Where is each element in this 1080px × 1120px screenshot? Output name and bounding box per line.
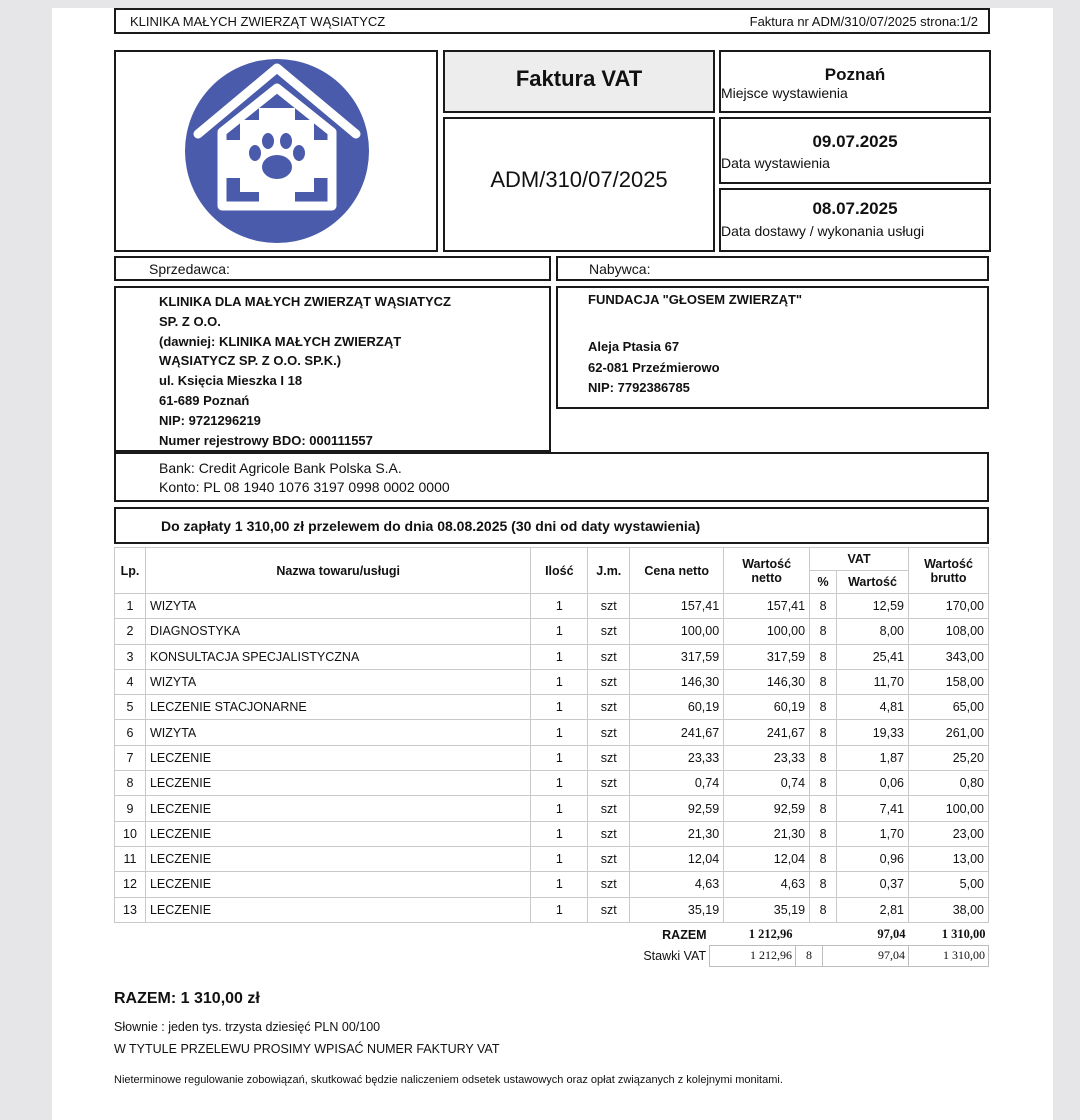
row-gross: 170,00 (909, 594, 989, 619)
row-vat-value: 1,70 (837, 821, 909, 846)
buyer-line: 62-081 Przeźmierowo (588, 359, 720, 375)
razem-net: 1 212,96 (748, 926, 793, 941)
row-vat-pct: 8 (810, 619, 837, 644)
col-unit: J.m. (588, 548, 630, 594)
row-qty: 1 (531, 771, 588, 796)
table-row (115, 771, 989, 796)
row-vat-pct: 8 (810, 897, 837, 922)
row-name: LECZENIE STACJONARNE (145, 695, 530, 720)
row-unit: szt (588, 720, 630, 745)
seller-line: ul. Księcia Mieszka I 18 (159, 373, 303, 389)
bank-name: Bank: Credit Agricole Bank Polska S.A. (159, 460, 402, 476)
row-net: 92,59 (724, 796, 810, 821)
col-name: Nazwa towaru/usługi (145, 548, 530, 594)
row-lp: 6 (115, 720, 146, 745)
row-net: 21,30 (724, 821, 810, 846)
seller-line: (dawniej: KLINIKA MAŁYCH ZWIERZĄT (159, 333, 402, 349)
table-row (115, 695, 989, 720)
transfer-instruction: W TYTULE PRZELEWU PROSIMY WPISAĆ NUMER FAKTURY VAT (114, 1042, 500, 1056)
seller-label-box (114, 256, 551, 281)
row-gross: 261,00 (909, 720, 989, 745)
row-vat-pct: 8 (810, 821, 837, 846)
row-lp: 9 (115, 796, 146, 821)
razem-vat: 97,04 (877, 926, 906, 941)
row-net: 12,04 (724, 846, 810, 871)
row-lp: 12 (115, 872, 146, 897)
row-vat-value: 7,41 (837, 796, 909, 821)
late-payment-note: Nieterminowe regulowanie zobowiązań, skutkować będzie naliczeniem odsetek ustawowych oraz opłat związanych z kolejnymi monitami. (114, 1074, 783, 1086)
row-price: 0,74 (630, 771, 724, 796)
row-unit: szt (588, 821, 630, 846)
row-lp: 1 (115, 594, 146, 619)
table-row (115, 846, 989, 871)
row-vat-value: 2,81 (837, 897, 909, 922)
table-row (115, 594, 989, 619)
vat-rates-vat: 97,04 (823, 945, 909, 966)
bank-details (114, 452, 989, 502)
payment-terms-box (114, 507, 989, 544)
vat-rates-pct: 8 (796, 945, 823, 966)
issue-date-value: 09.07.2025 (812, 132, 898, 151)
row-net: 0,74 (724, 771, 810, 796)
place-box (719, 50, 991, 113)
row-price: 241,67 (630, 720, 724, 745)
bank-account: Konto: PL 08 1940 1076 3197 0998 0002 0000 (159, 479, 450, 495)
row-gross: 13,00 (909, 846, 989, 871)
table-row (115, 669, 989, 694)
col-net: Wartość netto (724, 548, 810, 594)
row-lp: 10 (115, 821, 146, 846)
row-qty: 1 (531, 644, 588, 669)
logo-box (114, 50, 438, 252)
seller-line: NIP: 9721296219 (159, 412, 261, 428)
total-in-words: Słownie : jeden tys. trzysta dziesięć PLN 00/100 (114, 1020, 381, 1034)
col-qty: Ilość (531, 548, 588, 594)
row-qty: 1 (531, 720, 588, 745)
row-vat-value: 0,37 (837, 872, 909, 897)
row-vat-pct: 8 (810, 872, 837, 897)
row-lp: 7 (115, 745, 146, 770)
row-unit: szt (588, 897, 630, 922)
row-price: 12,04 (630, 846, 724, 871)
row-unit: szt (588, 846, 630, 871)
seller-label: Sprzedawca: (149, 261, 230, 277)
col-vat-value: Wartość (837, 571, 909, 594)
header-clinic-name: KLINIKA MAŁYCH ZWIERZĄT WĄSIATYCZ (130, 14, 386, 29)
row-net: 146,30 (724, 669, 810, 694)
row-vat-pct: 8 (810, 669, 837, 694)
buyer-label-box (556, 256, 989, 281)
row-net: 23,33 (724, 745, 810, 770)
issue-date-box (719, 117, 991, 184)
row-price: 317,59 (630, 644, 724, 669)
seller-line: WĄSIATYCZ SP. Z O.O. SP.K.) (159, 353, 342, 369)
seller-line: SP. Z O.O. (159, 313, 221, 329)
summary-table (114, 924, 989, 967)
row-name: LECZENIE (145, 897, 530, 922)
place-value: Poznań (824, 65, 886, 84)
delivery-date-value: 08.07.2025 (812, 199, 898, 218)
row-lp: 13 (115, 897, 146, 922)
table-row (115, 821, 989, 846)
buyer-name: FUNDACJA "GŁOSEM ZWIERZĄT" (588, 292, 803, 307)
table-row (115, 720, 989, 745)
page-header (114, 8, 990, 34)
row-vat-value: 12,59 (837, 594, 909, 619)
row-unit: szt (588, 594, 630, 619)
col-price: Cena netto (630, 548, 724, 594)
row-price: 35,19 (630, 897, 724, 922)
row-gross: 100,00 (909, 796, 989, 821)
buyer-line: NIP: 7792386785 (588, 380, 690, 395)
row-name: WIZYTA (145, 669, 530, 694)
row-gross: 343,00 (909, 644, 989, 669)
row-net: 157,41 (724, 594, 810, 619)
row-lp: 4 (115, 669, 146, 694)
table-row (115, 745, 989, 770)
row-price: 21,30 (630, 821, 724, 846)
row-gross: 158,00 (909, 669, 989, 694)
table-row (115, 644, 989, 669)
row-gross: 23,00 (909, 821, 989, 846)
col-vat: VAT (810, 548, 909, 571)
row-gross: 25,20 (909, 745, 989, 770)
buyer-label: Nabywca: (589, 261, 651, 277)
invoice-number: ADM/310/07/2025 (490, 167, 668, 192)
row-vat-pct: 8 (810, 771, 837, 796)
row-net: 60,19 (724, 695, 810, 720)
seller-details (114, 286, 551, 452)
seller-line: Numer rejestrowy BDO: 000111557 (159, 432, 373, 448)
table-row (115, 897, 989, 922)
row-unit: szt (588, 771, 630, 796)
row-net: 35,19 (724, 897, 810, 922)
row-vat-pct: 8 (810, 846, 837, 871)
razem-label: RAZEM (662, 927, 707, 942)
row-vat-pct: 8 (810, 796, 837, 821)
row-name: WIZYTA (145, 594, 530, 619)
row-price: 92,59 (630, 796, 724, 821)
row-unit: szt (588, 872, 630, 897)
row-qty: 1 (531, 821, 588, 846)
row-vat-value: 25,41 (837, 644, 909, 669)
row-price: 23,33 (630, 745, 724, 770)
col-lp: Lp. (115, 548, 146, 594)
row-qty: 1 (531, 619, 588, 644)
row-name: LECZENIE (145, 745, 530, 770)
row-name: LECZENIE (145, 771, 530, 796)
col-vat-pct: % (810, 571, 837, 594)
row-vat-value: 0,06 (837, 771, 909, 796)
row-qty: 1 (531, 695, 588, 720)
table-row (115, 872, 989, 897)
row-name: LECZENIE (145, 846, 530, 871)
row-name: LECZENIE (145, 796, 530, 821)
row-vat-pct: 8 (810, 745, 837, 770)
issue-date-label: Data wystawienia (721, 155, 830, 171)
row-vat-pct: 8 (810, 644, 837, 669)
row-vat-value: 19,33 (837, 720, 909, 745)
invoice-title-box (443, 50, 715, 113)
row-lp: 5 (115, 695, 146, 720)
row-name: LECZENIE (145, 872, 530, 897)
vat-rates-gross: 1 310,00 (908, 945, 988, 966)
buyer-line: Aleja Ptasia 67 (588, 339, 680, 354)
row-vat-value: 0,96 (837, 846, 909, 871)
seller-line: KLINIKA DLA MAŁYCH ZWIERZĄT WĄSIATYCZ (159, 294, 451, 309)
row-lp: 11 (115, 846, 146, 871)
buyer-details (556, 286, 989, 409)
row-gross: 38,00 (909, 897, 989, 922)
row-unit: szt (588, 669, 630, 694)
row-vat-value: 1,87 (837, 745, 909, 770)
vat-rates-net: 1 212,96 (710, 945, 796, 966)
razem-gross: 1 310,00 (941, 926, 986, 941)
row-lp: 3 (115, 644, 146, 669)
row-price: 146,30 (630, 669, 724, 694)
row-price: 4,63 (630, 872, 724, 897)
invoice-number-box (443, 117, 715, 252)
col-gross: Wartość brutto (909, 548, 989, 594)
row-gross: 108,00 (909, 619, 989, 644)
row-qty: 1 (531, 745, 588, 770)
vat-rates-label: Stawki VAT (643, 948, 707, 963)
row-net: 241,67 (724, 720, 810, 745)
row-qty: 1 (531, 796, 588, 821)
row-vat-value: 4,81 (837, 695, 909, 720)
row-name: LECZENIE (145, 821, 530, 846)
row-gross: 0,80 (909, 771, 989, 796)
row-price: 157,41 (630, 594, 724, 619)
row-name: DIAGNOSTYKA (145, 619, 530, 644)
row-vat-value: 8,00 (837, 619, 909, 644)
row-gross: 5,00 (909, 872, 989, 897)
header-invoice-ref: Faktura nr ADM/310/07/2025 strona:1/2 (749, 14, 978, 29)
payment-terms: Do zapłaty 1 310,00 zł przelewem do dnia 08.08.2025 (30 dni od daty wystawienia) (161, 518, 701, 534)
row-lp: 8 (115, 771, 146, 796)
row-net: 317,59 (724, 644, 810, 669)
row-qty: 1 (531, 897, 588, 922)
row-unit: szt (588, 695, 630, 720)
row-qty: 1 (531, 846, 588, 871)
row-unit: szt (588, 796, 630, 821)
items-table (114, 547, 989, 923)
row-unit: szt (588, 644, 630, 669)
row-qty: 1 (531, 594, 588, 619)
delivery-date-box (719, 188, 991, 252)
total-amount: RAZEM: 1 310,00 zł (114, 990, 260, 1007)
row-net: 100,00 (724, 619, 810, 644)
table-row (115, 796, 989, 821)
row-price: 60,19 (630, 695, 724, 720)
place-label: Miejsce wystawienia (721, 85, 848, 101)
delivery-date-label: Data dostawy / wykonania usługi (721, 223, 925, 239)
row-name: KONSULTACJA SPECJALISTYCZNA (145, 644, 530, 669)
row-name: WIZYTA (145, 720, 530, 745)
house-paw-cross-logo-icon (182, 56, 372, 246)
row-vat-pct: 8 (810, 594, 837, 619)
row-vat-pct: 8 (810, 695, 837, 720)
invoice-title: Faktura VAT (515, 66, 643, 91)
row-unit: szt (588, 745, 630, 770)
row-unit: szt (588, 619, 630, 644)
row-qty: 1 (531, 872, 588, 897)
table-row (115, 619, 989, 644)
row-gross: 65,00 (909, 695, 989, 720)
row-net: 4,63 (724, 872, 810, 897)
seller-line: 61-689 Poznań (159, 392, 250, 408)
row-price: 100,00 (630, 619, 724, 644)
row-vat-pct: 8 (810, 720, 837, 745)
row-qty: 1 (531, 669, 588, 694)
row-lp: 2 (115, 619, 146, 644)
row-vat-value: 11,70 (837, 669, 909, 694)
